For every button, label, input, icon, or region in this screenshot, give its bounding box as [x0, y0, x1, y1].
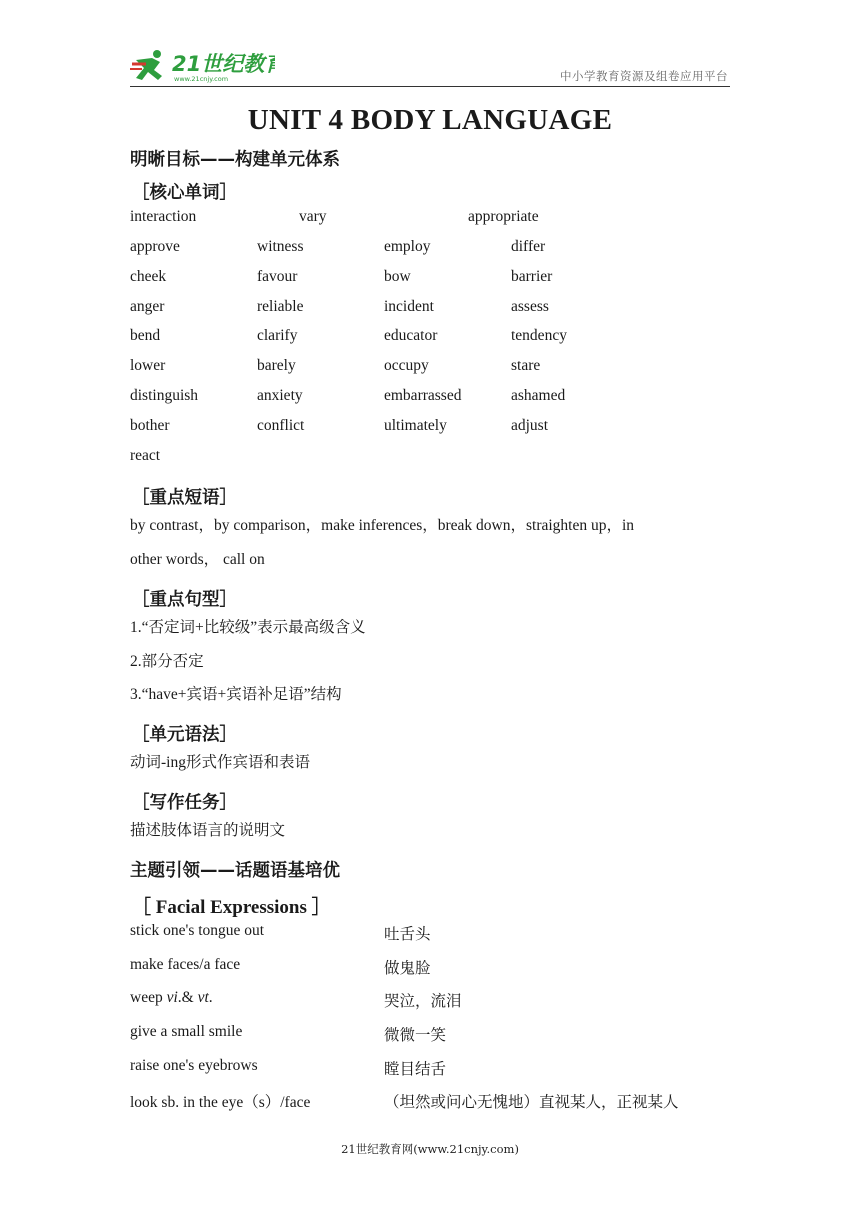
vocab-word: anger [130, 298, 165, 315]
label-key-phrases: ［重点短语］ [132, 488, 237, 508]
logo-url: www.21cnjy.com [174, 75, 229, 83]
pattern-item: 2.部分否定 [130, 653, 204, 670]
phrases-line-2: other words， call on [130, 551, 265, 568]
vocab-word: occupy [384, 357, 429, 374]
logo-text: 21世纪教育 [172, 52, 275, 76]
expression-en: look sb. in the eye（s）/face [130, 1094, 311, 1111]
vocab-word: cheek [130, 268, 167, 285]
expression-en-italic: vt [197, 989, 209, 1006]
expression-zh: 吐舌头 [384, 926, 431, 943]
runner-icon [130, 46, 275, 88]
expression-zh: （坦然或问心无愧地）直视某人，正视某人 [384, 1094, 679, 1111]
logo [130, 46, 275, 88]
vocab-word: reliable [257, 298, 304, 315]
vocab-word: adjust [511, 417, 549, 434]
vocab-word: ashamed [511, 387, 566, 404]
writing-text: 描述肢体语言的说明文 [130, 822, 286, 839]
vocab-word: react [130, 447, 161, 464]
label-core-words: ［核心单词］ [132, 183, 237, 203]
header-divider [130, 86, 730, 87]
section-heading-topic: 主题引领——话题语基培优 [130, 861, 340, 881]
vocab-word: employ [384, 238, 431, 255]
vocab-word: educator [384, 327, 438, 344]
vocab-word: tendency [511, 327, 567, 344]
expression-en-part: . [208, 989, 213, 1006]
vocab-word: embarrassed [384, 387, 462, 404]
expression-en-italic: vi [166, 989, 178, 1006]
pattern-item: 1.“否定词+比较级”表示最高级含义 [130, 619, 366, 636]
label-sentence-patterns: ［重点句型］ [132, 590, 237, 610]
vocab-word: stare [511, 357, 541, 374]
vocab-word: approve [130, 238, 180, 255]
expression-en: make faces/a face [130, 956, 241, 973]
page-title: UNIT 4 BODY LANGUAGE [247, 104, 613, 136]
vocab-word: barrier [511, 268, 553, 285]
vocab-word: vary [299, 208, 327, 225]
vocab-word: incident [384, 298, 434, 315]
vocab-word: lower [130, 357, 166, 374]
vocab-word: appropriate [468, 208, 539, 225]
expression-en: stick one's tongue out [130, 922, 265, 939]
header-platform-text: 中小学教育资源及组卷应用平台 [560, 69, 728, 83]
expression-zh: 哭泣，流泪 [384, 993, 462, 1010]
vocab-word: assess [511, 298, 549, 315]
vocab-word: favour [257, 268, 298, 285]
vocab-word: differ [511, 238, 546, 255]
expression-en [130, 989, 213, 1007]
expression-zh: 微微一笑 [384, 1027, 447, 1044]
label-unit-grammar: ［单元语法］ [132, 725, 237, 745]
page-header [130, 46, 730, 88]
label-facial-expressions: ［ Facial Expressions ］ [132, 897, 331, 918]
vocab-word: bow [384, 268, 411, 285]
expression-en-part: .& [177, 989, 198, 1006]
vocab-word: bend [130, 327, 161, 344]
vocab-word: anxiety [257, 387, 303, 404]
vocab-word: witness [257, 238, 304, 255]
vocab-word: interaction [130, 208, 197, 225]
expression-en-part: weep [130, 989, 167, 1006]
phrases-line-1: by contrast，by comparison，make inferences，break down，straighten up，in [130, 517, 635, 534]
expression-en: give a small smile [130, 1023, 243, 1040]
label-writing-task: ［写作任务］ [132, 793, 237, 813]
vocab-word: bother [130, 417, 170, 434]
pattern-item: 3.“have+宾语+宾语补足语”结构 [130, 686, 342, 703]
expression-zh: 瞠目结舌 [384, 1061, 447, 1078]
vocab-word: clarify [257, 327, 298, 344]
expression-zh: 做鬼脸 [384, 960, 431, 977]
vocab-word: ultimately [384, 417, 447, 434]
page-footer: 21世纪教育网(www.21cnjy.com) [341, 1142, 519, 1156]
section-heading-goals: 明晰目标——构建单元体系 [130, 150, 340, 170]
vocab-word: barely [257, 357, 296, 374]
vocab-word: conflict [257, 417, 305, 434]
grammar-text: 动词-ing形式作宾语和表语 [130, 754, 310, 771]
vocab-word: distinguish [130, 387, 199, 404]
expression-en: raise one's eyebrows [130, 1057, 258, 1074]
